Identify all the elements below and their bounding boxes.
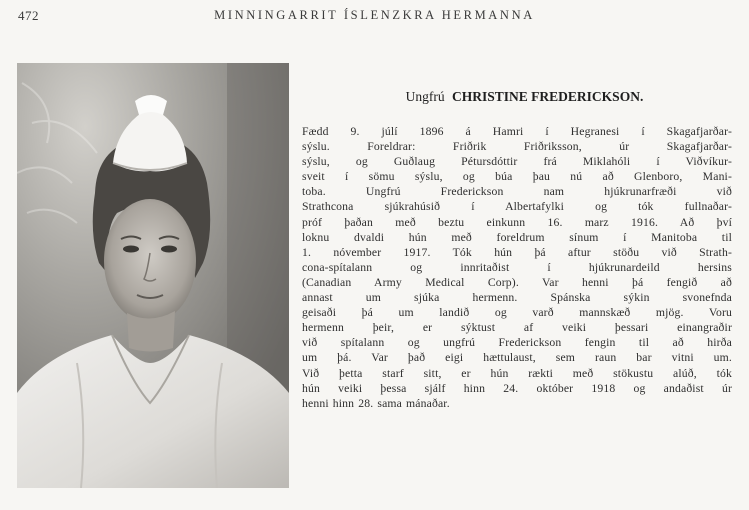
text-line: próf þaðan með beztu einkunn 16. marz 1916. Að því xyxy=(302,215,732,229)
entry-title-prefix: Ungfrú xyxy=(405,89,445,104)
text-line: Við þetta starf sitt, er hún rækti með stökustu alúð, tók xyxy=(302,366,732,380)
page-number: 472 xyxy=(18,8,39,23)
text-line: Strathcona sjúkrahúsið í Albertafylki og tók fullnaðar- xyxy=(302,200,732,214)
text-line: sýslu. Foreldrar: Friðrik Friðriksson, úr Skagafjarðar- xyxy=(302,140,732,154)
text-line: 1. nóvember 1917. Tók hún þá aftur stöðu við Strath- xyxy=(302,245,732,259)
text-line: (Canadian Army Medical Corp). Var henni þá fengið að xyxy=(302,275,732,289)
text-line: cona-spítalann og innritaðist í hjúkrunardeild hersins xyxy=(302,260,732,274)
text-line: sýslu, og Guðlaug Pétursdóttir frá Miklahóli í Viðvíkur- xyxy=(302,155,732,169)
text-line: annast um sjúka hermenn. Spánska sýkin svonefnda xyxy=(302,291,732,305)
text-line: Fædd 9. júlí 1896 á Hamri í Hegranesi í Skagafjarðar- xyxy=(302,125,732,138)
text-line: sveit í sömu sýslu, og búa þau nú að Glenboro, Mani- xyxy=(302,170,732,184)
portrait-photo xyxy=(17,63,289,488)
entry-title-name: CHRISTINE FREDERICKSON. xyxy=(452,89,644,104)
text-line: um þá. Var það eigi hættulaust, sem raun bar vitni um. xyxy=(302,351,732,365)
text-line: hún veiki þessa sjálf hinn 24. október 1918 og andaðist úr xyxy=(302,381,732,395)
text-line: henni hinn 28. sama mánaðar. xyxy=(302,396,450,410)
text-line: við spítalann og ungfrú Frederickson fengin til að hirða xyxy=(302,336,732,350)
running-head: MINNINGARRIT ÍSLENZKRA HERMANNA xyxy=(214,8,535,22)
text-line: geisaði þá um landið og varð mannskæð mjög. Voru xyxy=(302,306,732,320)
text-line: hermenn þeir, er sýktust af veiki þessari einangraðir xyxy=(302,321,732,335)
text-line: loknu dvaldi hún með foreldrum sínum í Manitoba til xyxy=(302,230,732,244)
biography-text xyxy=(302,124,732,411)
entry-title xyxy=(300,89,749,105)
text-line: toba. Ungfrú Frederickson nam hjúkrunarfræði við xyxy=(302,185,732,199)
